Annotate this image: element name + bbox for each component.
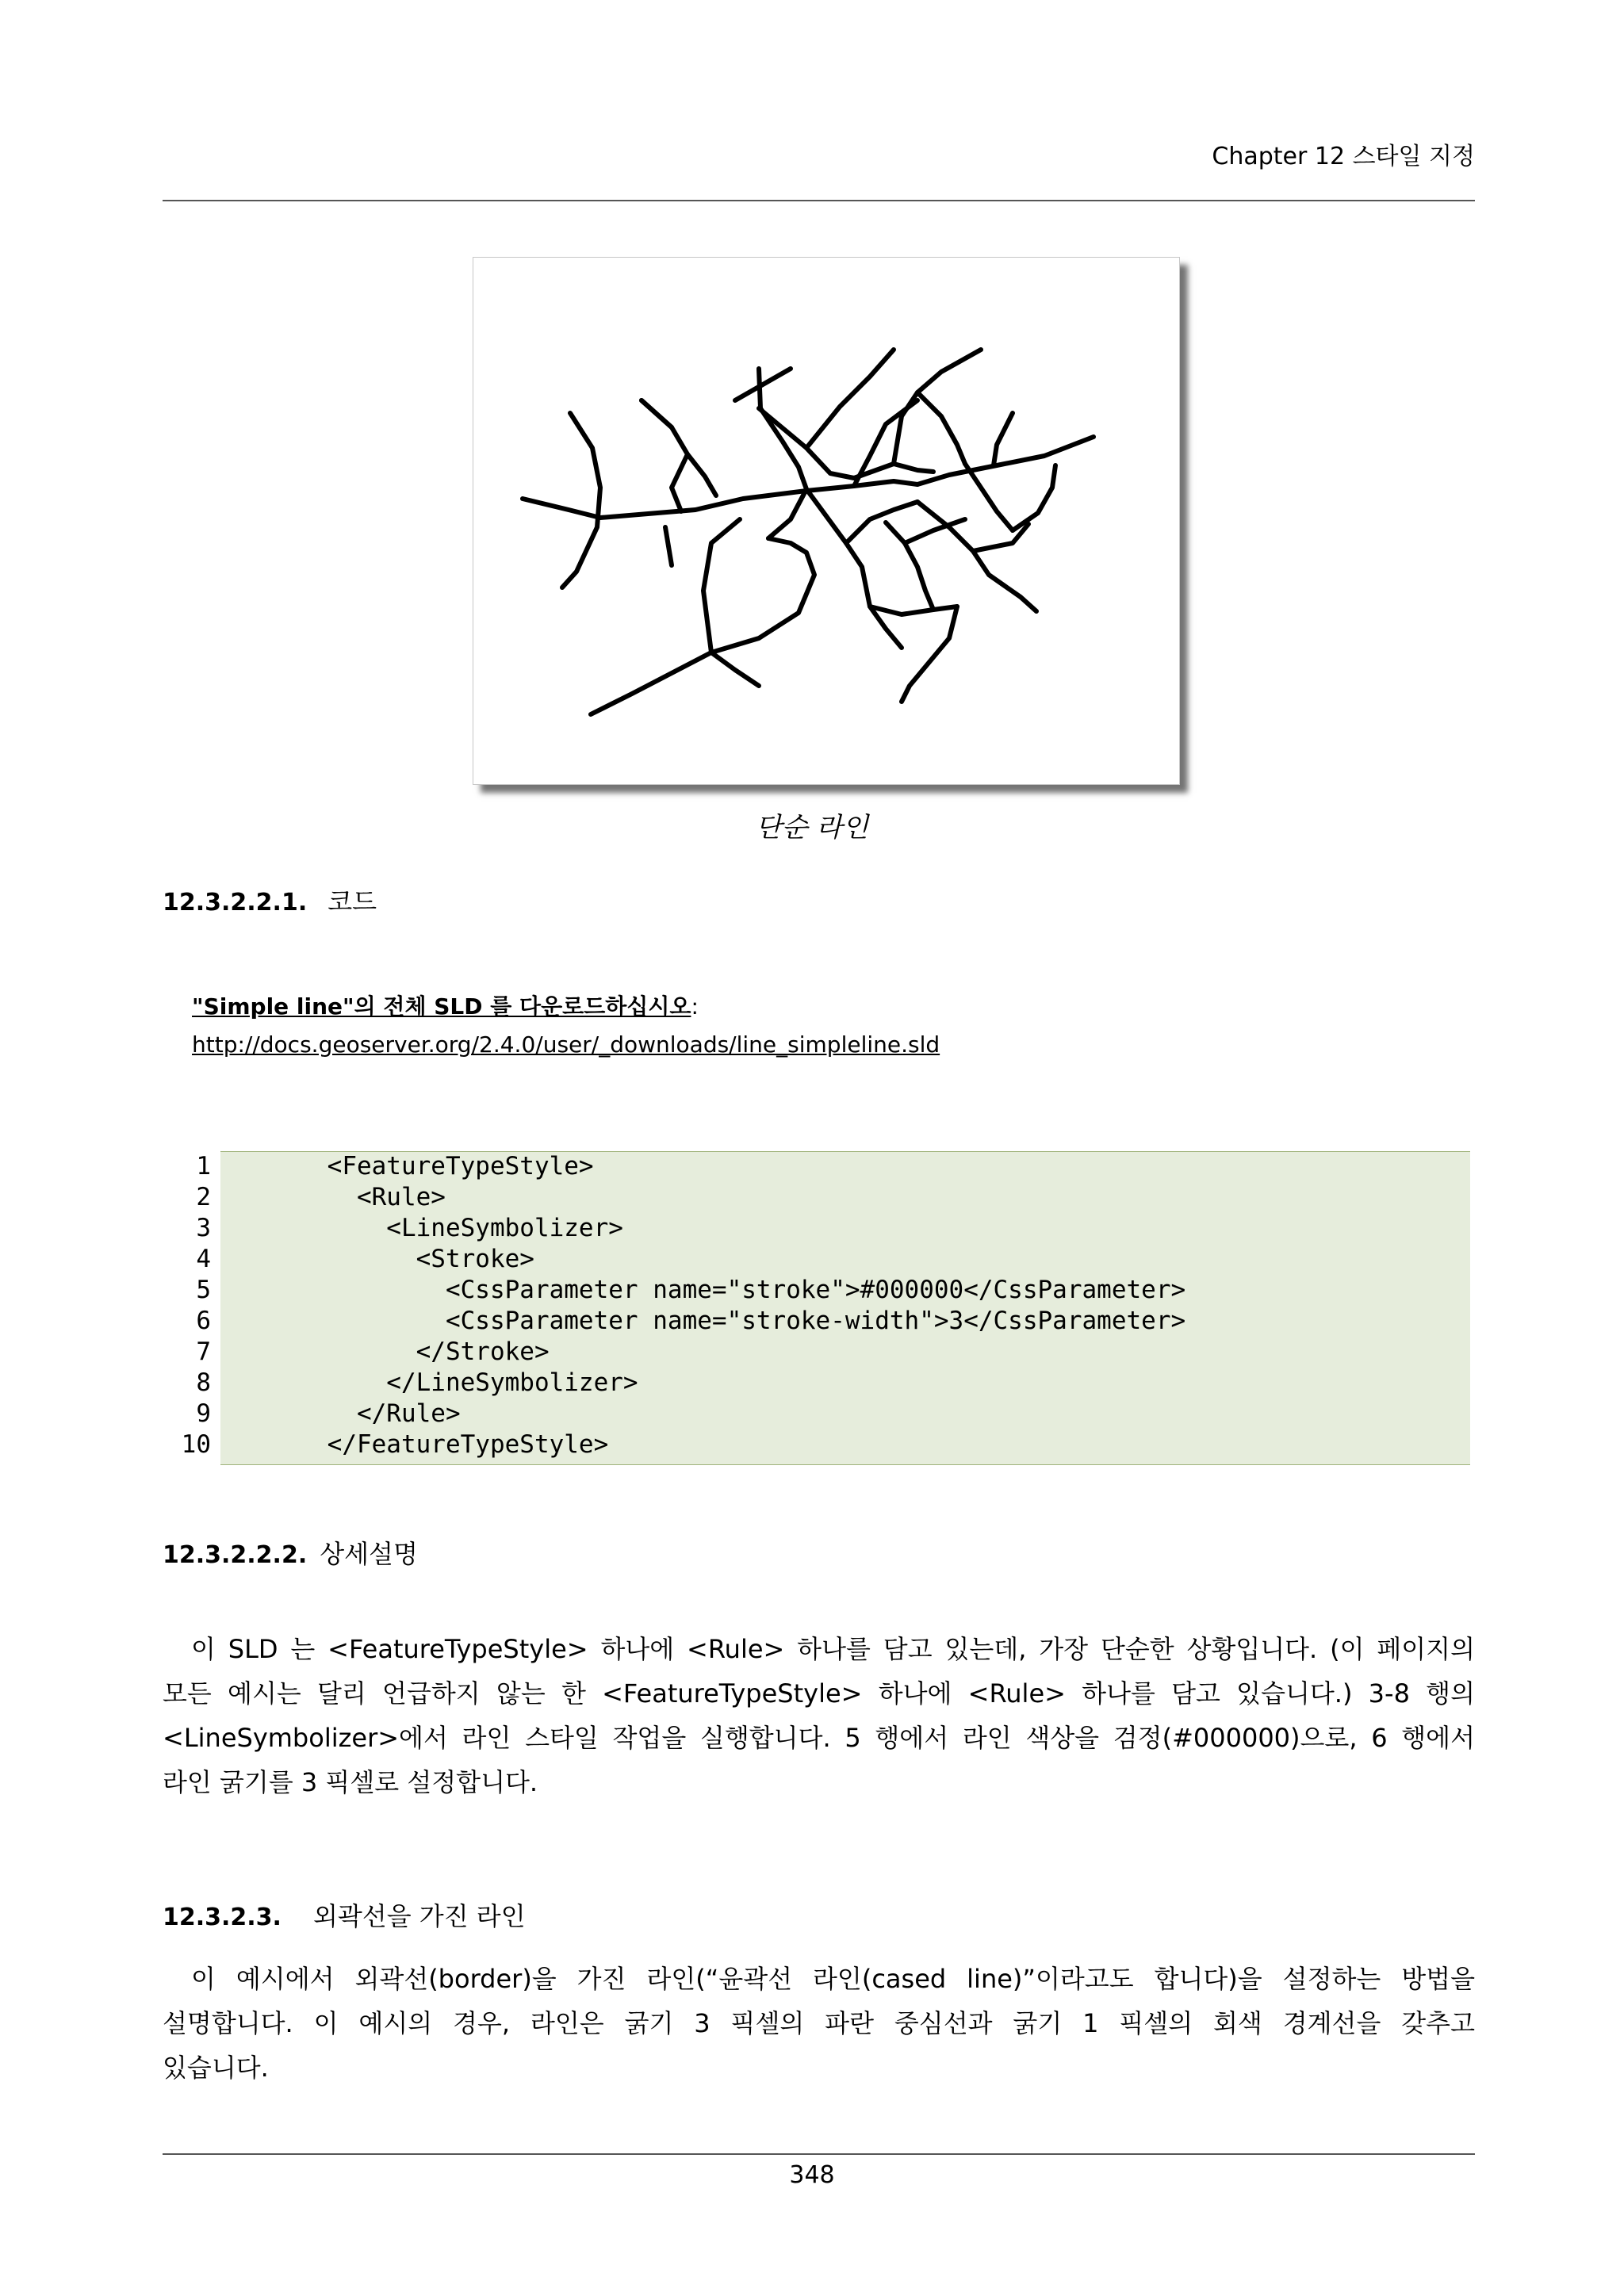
section-title: 상세설명 — [320, 1539, 418, 1569]
download-sld-link[interactable]: "Simple line"의 전체 SLD 를 다운로드하십시오 — [192, 993, 691, 1020]
code-line-number: 3 — [196, 1214, 211, 1242]
paragraph-line: 라인 굵기를 3 픽셀로 설정합니다. — [163, 1767, 538, 1797]
code-line-text: <CssParameter name="stroke">#000000</CssParameter> — [268, 1276, 1186, 1304]
code-line-text: <LineSymbolizer> — [268, 1214, 623, 1242]
footer-rule — [163, 2153, 1475, 2155]
code-line — [173, 1151, 1185, 1182]
code-line-text: </Stroke> — [268, 1337, 550, 1366]
code-line — [173, 1306, 1185, 1337]
code-line — [173, 1368, 1185, 1399]
code-line — [173, 1244, 1185, 1275]
code-listing — [173, 1151, 1185, 1460]
code-line — [173, 1275, 1185, 1306]
code-line-text: </Rule> — [268, 1399, 461, 1428]
code-line-number: 7 — [196, 1337, 211, 1366]
page-number: 348 — [789, 2161, 835, 2189]
code-line-number: 5 — [196, 1276, 211, 1304]
download-colon: : — [691, 993, 699, 1020]
section-heading-cased-line — [163, 1896, 526, 1933]
section-heading-code — [163, 882, 377, 918]
download-block — [192, 988, 940, 1064]
code-line-number: 1 — [196, 1152, 211, 1181]
section-title: 코드 — [327, 886, 377, 916]
code-line — [173, 1399, 1185, 1429]
cased-line-paragraph — [163, 1957, 1475, 2090]
download-url-link[interactable]: http://docs.geoserver.org/2.4.0/user/_downloads/line_simpleline.sld — [192, 1031, 940, 1058]
code-line — [173, 1182, 1185, 1213]
code-line-number: 6 — [196, 1307, 211, 1335]
section-number: 12.3.2.2.2. — [163, 1541, 308, 1569]
paragraph-line: 모든 예시는 달리 언급하지 않는 한 <FeatureTypeStyle> 하나에 <Rule> 하나를 담고 있습니다.) 3-8 행의 — [163, 1678, 1475, 1709]
simple-line-map-image — [473, 258, 1179, 784]
section-number: 12.3.2.3. — [163, 1904, 282, 1931]
code-line — [173, 1429, 1185, 1460]
paragraph-line: <LineSymbolizer>에서 라인 스타일 작업을 실행합니다. 5 행에서 라인 색상을 검정(#000000)으로, 6 행에서 — [163, 1723, 1475, 1753]
code-line-number: 10 — [181, 1430, 211, 1459]
running-header: Chapter 12 스타일 지정 — [1212, 143, 1475, 170]
code-line-number: 2 — [196, 1183, 211, 1211]
header-rule — [163, 200, 1475, 201]
code-line-text: <Rule> — [268, 1183, 446, 1211]
code-line-text: <CssParameter name="stroke-width">3</CssParameter> — [268, 1307, 1186, 1335]
code-line-text: <Stroke> — [268, 1245, 534, 1273]
code-line — [173, 1213, 1185, 1244]
code-line-number: 4 — [196, 1245, 211, 1273]
code-line-number: 8 — [196, 1368, 211, 1397]
section-title: 외곽선을 가진 라인 — [312, 1901, 526, 1931]
figure-simple-line — [473, 257, 1180, 785]
figure-caption: 단순 라인 — [755, 812, 869, 844]
section-heading-details — [163, 1534, 418, 1571]
paragraph-line: 이 SLD 는 <FeatureTypeStyle> 하나에 <Rule> 하나를 담고 있는데, 가장 단순한 상황입니다. (이 페이지의 — [191, 1634, 1475, 1664]
code-line-number: 9 — [196, 1399, 211, 1428]
code-line-text: </FeatureTypeStyle> — [268, 1430, 609, 1459]
section-number: 12.3.2.2.1. — [163, 889, 308, 916]
code-line-text: </LineSymbolizer> — [268, 1368, 638, 1397]
paragraph-line: 있습니다. — [163, 2053, 269, 2083]
paragraph-line: 설명합니다. 이 예시의 경우, 라인은 굵기 3 픽셀의 파란 중심선과 굵기 1 픽셀의 회색 경계선을 갖추고 — [163, 2008, 1475, 2038]
code-line-text: <FeatureTypeStyle> — [268, 1152, 594, 1181]
details-paragraph — [163, 1627, 1475, 1804]
paragraph-line: 이 예시에서 외곽선(border)을 가진 라인(“윤곽선 라인(cased line)”이라고도 합니다)을 설정하는 방법을 — [191, 1964, 1475, 1994]
code-line — [173, 1337, 1185, 1368]
